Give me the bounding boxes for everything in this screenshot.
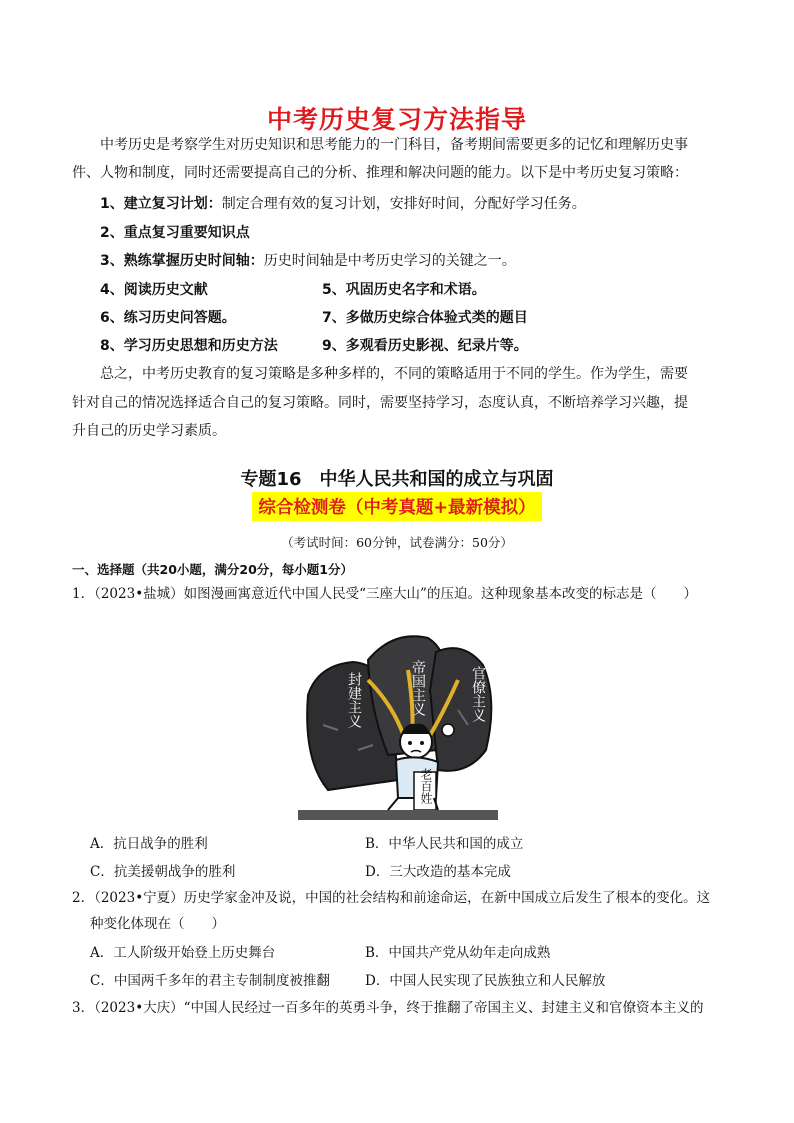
tip-6: 6、练习历史问答题。: [100, 310, 236, 326]
tip-7: 7、多做历史综合体验式类的题目: [322, 310, 528, 326]
question-1-option-d: D．三大改造的基本完成: [365, 864, 511, 880]
tip-5: 5、巩固历史名字和术语。: [322, 282, 486, 298]
label-feudalism: 封建主义: [346, 672, 362, 728]
page-title: 中考历史复习方法指导: [266, 105, 527, 134]
tip-3: [100, 250, 516, 270]
tip-1: [100, 193, 586, 213]
summary-line-3: 升自己的历史学习素质。: [72, 423, 226, 439]
intro-line-1: 中考历史是考察学生对历史知识和思考能力的一门科目，备考期间需要更多的记忆和理解历史事: [100, 137, 688, 153]
tip-3-body: 历史时间轴是中考历史学习的关键之一。: [263, 253, 516, 269]
tip-3-head: 3、熟练掌握历史时间轴：: [100, 253, 264, 269]
section-heading: 一、选择题（共20小题，满分20分，每小题1分）: [72, 562, 353, 577]
question-2-option-d: D．中国人民实现了民族独立和人民解放: [365, 973, 606, 989]
tip-1-body: 制定合理有效的复习计划，安排好时间，分配好学习任务。: [221, 196, 586, 212]
intro-line-2: 件、人物和制度，同时还需要提高自己的分析、推理和解决问题的能力。以下是中考历史复习策略：: [72, 165, 688, 181]
question-2-option-a: A．工人阶级开始登上历史舞台: [90, 945, 276, 961]
tip-2: 2、重点复习重要知识点: [100, 225, 250, 241]
question-1-option-c: C．抗美援朝战争的胜利: [90, 864, 236, 880]
cartoon-drawing: [298, 630, 498, 820]
question-1-option-a: A．抗日战争的胜利: [90, 836, 208, 852]
tip-1-head: 1、建立复习计划：: [100, 196, 222, 212]
exam-subtitle: 综合检测卷（中考真题+最新模拟）: [252, 492, 541, 521]
summary-line-1: 总之，中考历史教育的复习策略是多种多样的，不同的策略适用于不同的学生。作为学生，需要: [100, 366, 688, 382]
question-2-stem-line-2: 种变化体现在（ ）: [90, 916, 225, 932]
question-3-stem: 3．（2023•大庆）“中国人民经过一百多年的英勇斗争，终于推翻了帝国主义、封建主义和官僚资本主义的: [72, 1000, 704, 1016]
label-common-people: 老百姓: [419, 768, 433, 804]
label-bureaucratism: 官僚主义: [470, 666, 486, 722]
question-2-option-b: B．中国共产党从幼年走向成熟: [365, 945, 551, 961]
tip-4: 4、阅读历史文献: [100, 282, 208, 298]
cartoon-image: [298, 630, 498, 820]
question-1-option-b: B．中华人民共和国的成立: [365, 836, 524, 852]
tip-9: 9、多观看历史影视、纪录片等。: [322, 338, 528, 354]
label-imperialism: 帝国主义: [410, 660, 426, 716]
tip-8: 8、学习历史思想和历史方法: [100, 338, 278, 354]
subtitle-wrap: [0, 492, 794, 521]
question-1-stem: 1．（2023•盐城）如图漫画寓意近代中国人民受“三座大山”的压迫。这种现象基本改变的标志是（ ）: [72, 586, 697, 602]
topic-heading: 专题16 中华人民共和国的成立与巩固: [240, 469, 554, 490]
question-2-stem-line-1: 2．（2023•宁夏）历史学家金冲及说，中国的社会结构和前途命运，在新中国成立后发生了根本的变化。这: [72, 890, 711, 906]
question-2-option-c: C．中国两千多年的君主专制制度被推翻: [90, 973, 330, 989]
exam-meta: （考试时间：60分钟，试卷满分：50分）: [281, 535, 513, 550]
summary-line-2: 针对自己的情况选择适合自己的复习策略。同时，需要坚持学习，态度认真，不断培养学习兴趣，提: [72, 395, 688, 411]
